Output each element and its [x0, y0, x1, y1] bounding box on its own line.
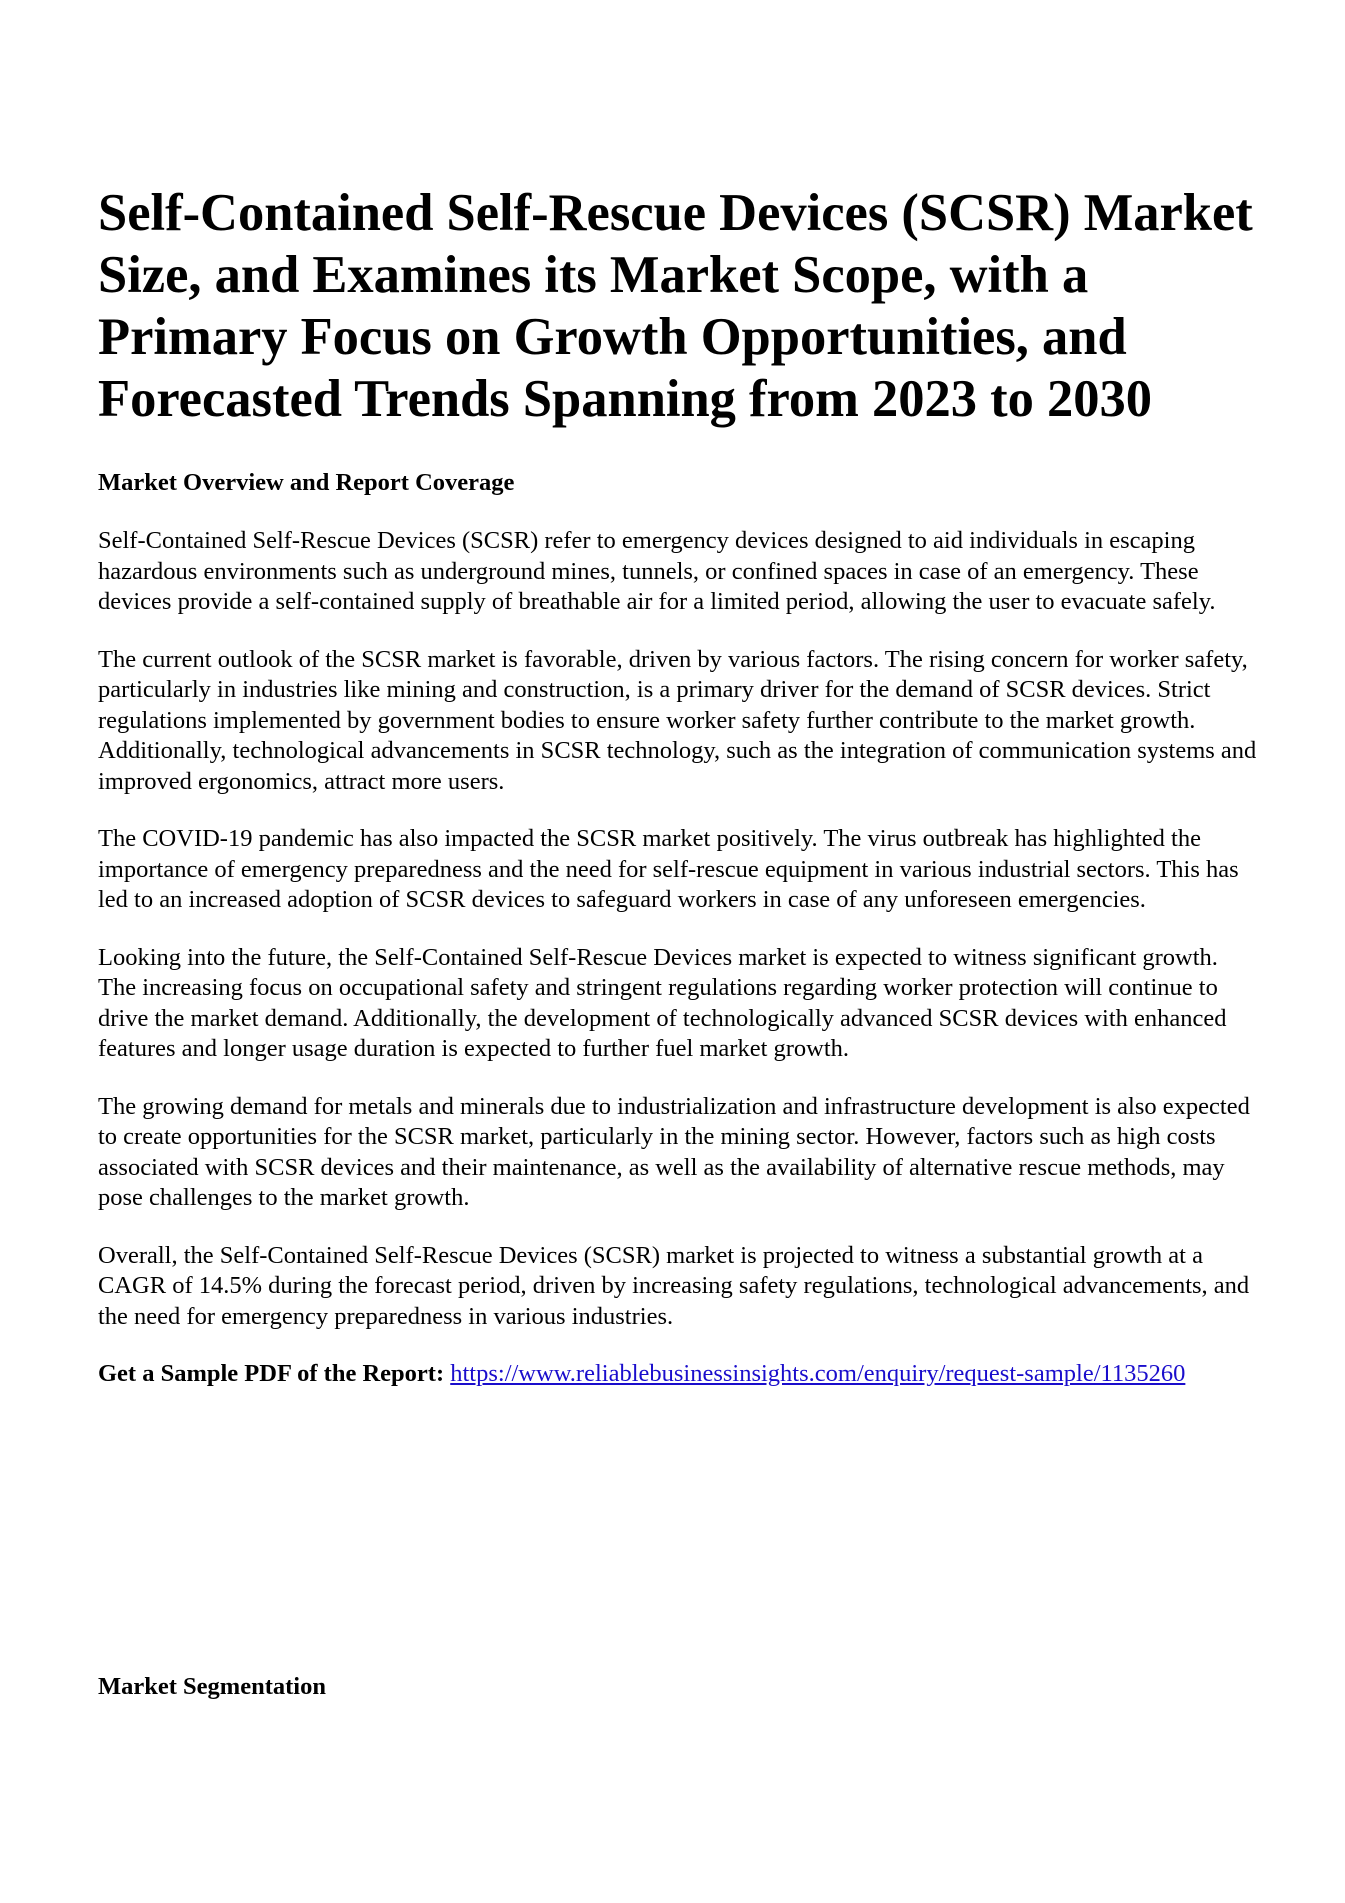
paragraph-cagr-summary: Overall, the Self-Contained Self-Rescue Devices (SCSR) market is projected to witness a substantial growth at a CAGR of 14.5% during the forecast period, driven by increasing safety regulations, technological advancements, and the need for emergency preparedness in various industries. [98, 1241, 1250, 1330]
paragraph-current-outlook: The current outlook of the SCSR market is favorable, driven by various factors. The rising concern for worker safety, particularly in industries like mining and construction, is a primary driver for the demand of SCSR devices. Strict regulations implemented by government bodies to ensure worker safety further contribute to the market growth. Additionally, technological advancements in SCSR technology, such as the integration of communication systems and improved ergonomics, attract more users. [98, 645, 1257, 795]
sample-pdf-line [98, 1359, 1258, 1390]
paragraph-future-outlook: Looking into the future, the Self-Contained Self-Rescue Devices market is expected to witness significant growth. The increasing focus on occupational safety and stringent regulations regarding worker protection will continue to drive the market demand. Additionally, the development of technologically advanced SCSR devices with enhanced features and longer usage duration is expected to further fuel market growth. [98, 943, 1227, 1062]
document-page [98, 182, 1258, 1390]
section-heading-market-overview: Market Overview and Report Coverage [98, 469, 515, 496]
sample-pdf-link[interactable]: https://www.reliablebusinessinsights.com/enquiry/request-sample/1135260 [450, 1360, 1186, 1387]
section-heading-market-segmentation: Market Segmentation [98, 1673, 326, 1700]
paragraph-opportunities-challenges: The growing demand for metals and minerals due to industrialization and infrastructure development is also expected to create opportunities for the SCSR market, particularly in the mining sector. However, factors such as high costs associated with SCSR devices and their maintenance, as well as the availability of alternative rescue methods, may pose challenges to the market growth. [98, 1092, 1250, 1211]
paragraph-scsr-definition: Self-Contained Self-Rescue Devices (SCSR) refer to emergency devices designed to aid individuals in escaping hazardous environments such as underground mines, tunnels, or confined spaces in case of an emergency. These devices provide a self-contained supply of breathable air for a limited period, allowing the user to evacuate safely. [98, 527, 1216, 615]
sample-pdf-label: Get a Sample PDF of the Report: [98, 1360, 445, 1387]
document-title: Self-Contained Self-Rescue Devices (SCSR) Market Size, and Examines its Market Scope, with a Primary Focus on Growth Opportunities, and Forecasted Trends Spanning from 2023 to 2030 [98, 184, 1253, 428]
paragraph-covid-impact: The COVID-19 pandemic has also impacted the SCSR market positively. The virus outbreak has highlighted the importance of emergency preparedness and the need for self-rescue equipment in various industrial sectors. This has led to an increased adoption of SCSR devices to safeguard workers in case of any unforeseen emergencies. [98, 825, 1239, 913]
